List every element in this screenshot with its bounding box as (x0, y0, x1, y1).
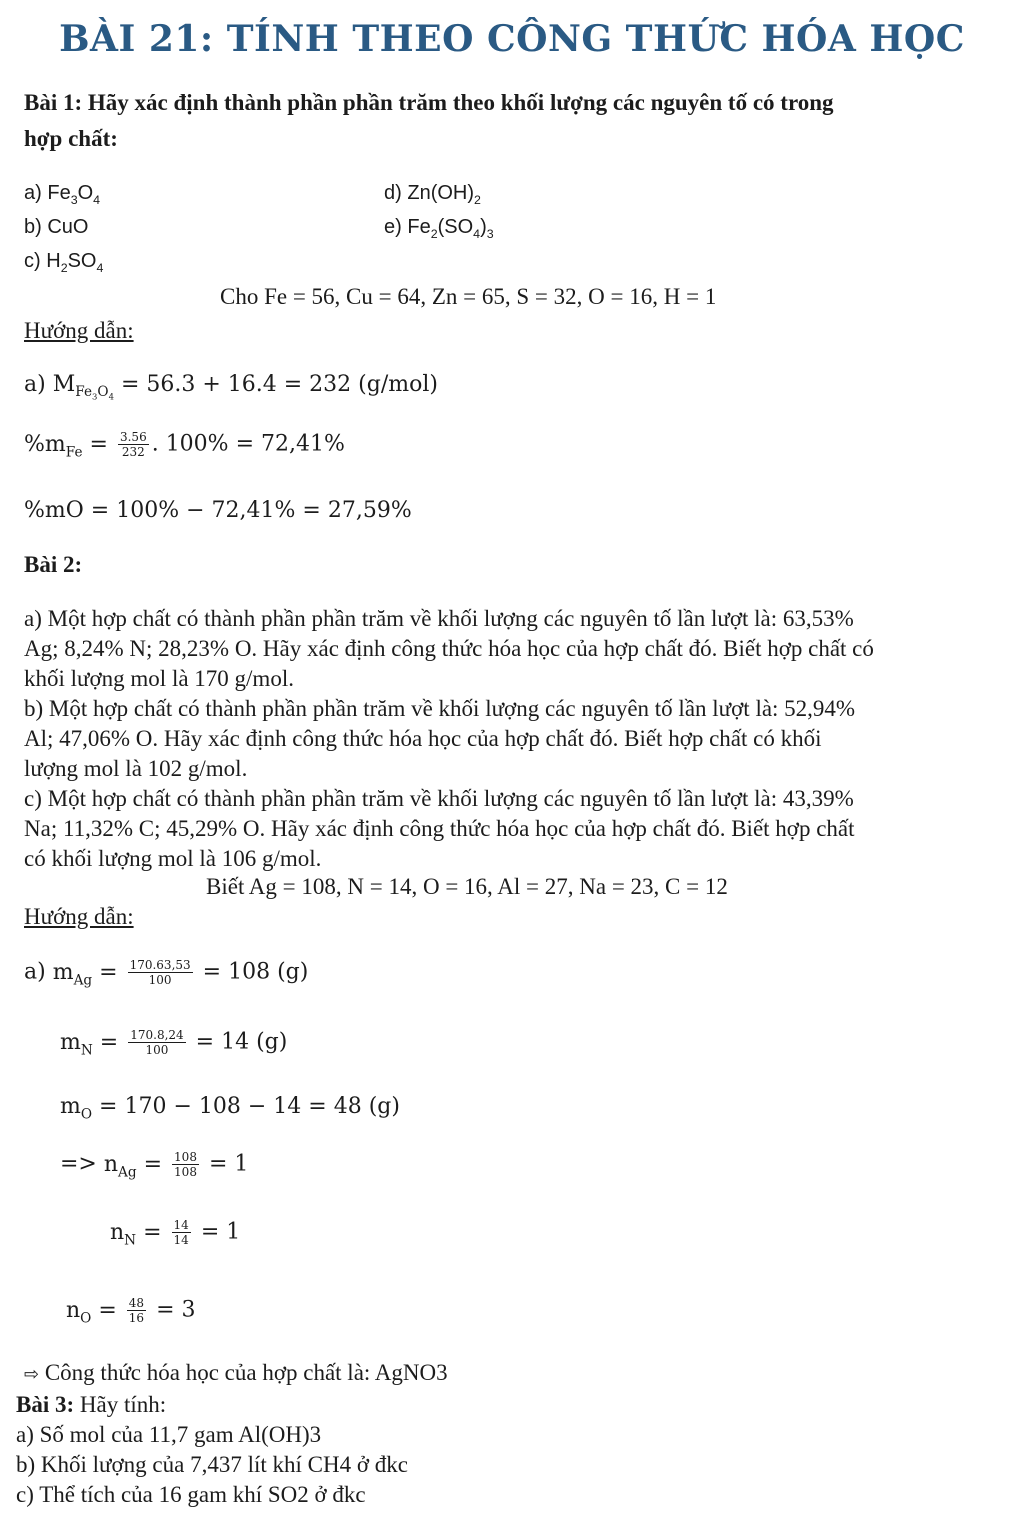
formula-fe2so43: $Fe_2(SO_4)_3$ (407, 216, 494, 241)
fraction-n-ag: $\frac{108}{108}$ (174, 1150, 197, 1179)
bai2-b-line1: b) Một hợp chất có thành phần phần trăm về khối lượng các nguyên tố lần lượt là: 52,94% (24, 696, 856, 721)
percent-m-fe-symbol: $\%m_{Fe}$ = (24, 431, 108, 460)
n-ag-symbol: $n_{Ag}$ = (103, 1151, 163, 1180)
bai2-solution-n-ag: => $n_{Ag}$ = $\frac{108}{108}$ = 1 (60, 1150, 249, 1180)
bai2-label: Bài 2: (24, 552, 83, 577)
fraction-m-ag: $\frac{170.63,53}{100}$ (129, 958, 191, 987)
m-ag-symbol: $m_{Ag}$ = (52, 959, 118, 988)
bai2-solution-m-ag: a) $m_{Ag}$ = $\frac{170.63,53}{100}$ = 108 (g) (24, 958, 309, 988)
bai2-solution-m-o: $m_O = 170 - 108 - 14 = 48$ (g) (60, 1094, 400, 1123)
formula-fe3o4: $Fe_3O_4$ (47, 182, 101, 207)
bai3-label: Bài 3: (16, 1392, 75, 1417)
m-fe3o4-symbol: $M_{Fe_3O_4}$ (52, 372, 114, 403)
bai1-question-text: Hãy xác định thành phần phần trăm theo khối lượng các nguyên tố có trong (87, 90, 834, 115)
bai2-b-line2: Al; 47,06% O. Hãy xác định công thức hóa học của hợp chất đó. Biết hợp chất có khối (24, 726, 822, 751)
bai3-item-c: c) Thể tích của 16 gam khí SO2 ở đkc (16, 1482, 366, 1507)
bai2-c-line2: Na; 11,32% C; 45,29% O. Hãy xác định công thức hóa học của hợp chất đó. Biết hợp chất (24, 816, 855, 841)
bai1-solution-percent-o: %mO = 100% − 72,41% = 27,59% (24, 498, 412, 523)
m-o-symbol: $m_O$ (60, 1094, 93, 1123)
bai1-label: Bài 1: (24, 90, 83, 115)
bai1-given-values: Cho Fe = 56, Cu = 64, Zn = 65, S = 32, O = 16, H = 1 (220, 284, 717, 309)
bai1-item-c: c) $H_2SO_4$ (24, 250, 104, 275)
bai2-c-line3: có khối lượng mol là 106 g/mol. (24, 846, 322, 871)
bai1-question-line2: hợp chất: (24, 126, 118, 151)
m-n-symbol: $m_N$ = (60, 1029, 119, 1058)
double-arrow-icon: ⇨ (24, 1364, 40, 1385)
bai2-c-line1: c) Một hợp chất có thành phần phần trăm về khối lượng các nguyên tố lần lượt là: 43,39% (24, 786, 854, 811)
bai1-guide-heading: Hướng dẫn: (24, 318, 134, 343)
formula-h2so4: $H_2SO_4$ (46, 250, 104, 275)
bai2-given-values: Biết Ag = 108, N = 14, O = 16, Al = 27, Na = 23, C = 12 (206, 874, 728, 899)
page-title: BÀI 21: TÍNH THEO CÔNG THỨC HÓA HỌC (59, 18, 965, 60)
bai3-item-b: b) Khối lượng của 7,437 lít khí CH4 ở đkc (16, 1452, 408, 1477)
fraction-fe: $\frac{3.56}{232}$ (119, 430, 147, 459)
bai1-item-e: e) $Fe_2(SO_4)_3$ (384, 216, 494, 241)
bai2-solution-n-n: $n_N$ = $\frac{14}{14}$ = 1 (110, 1218, 241, 1248)
fraction-m-n: $\frac{170.8,24}{100}$ (130, 1028, 184, 1057)
bai1-solution-percent-fe: $\%m_{Fe}$ = $\frac{3.56}{232}$ . 100% = 72,41% (24, 430, 345, 460)
bai2-guide-heading: Hướng dẫn: (24, 904, 134, 929)
bai3-item-a: a) Số mol của 11,7 gam Al(OH)3 (16, 1422, 322, 1447)
bai2-a-line1: a) Một hợp chất có thành phần phần trăm về khối lượng các nguyên tố lần lượt là: 63,53% (24, 606, 854, 631)
bai2-solution-m-n: $m_N$ = $\frac{170.8,24}{100}$ = 14 (g) (60, 1028, 288, 1058)
bai1-solution-molar-mass: a) $M_{Fe_3O_4} = 56.3 + 16.4 = 232$ (g/mol) (24, 372, 438, 403)
bai2-a-line2: Ag; 8,24% N; 28,23% O. Hãy xác định công thức hóa học của hợp chất đó. Biết hợp chất có (24, 636, 874, 661)
bai2-b-line3: lượng mol là 102 g/mol. (24, 756, 248, 781)
fraction-n-o: $\frac{48}{16}$ (128, 1296, 145, 1325)
bai2-conclusion: ⇨ Công thức hóa học của hợp chất là: AgNO3 (24, 1360, 448, 1385)
bai1-item-b: b) CuO (24, 216, 89, 238)
bai3-heading: Bài 3: Hãy tính: (16, 1392, 167, 1417)
bai1-item-a: a) $Fe_3O_4$ (24, 182, 101, 207)
n-n-symbol: $n_N$ = (110, 1219, 162, 1248)
bai2-a-line3: khối lượng mol là 170 g/mol. (24, 666, 294, 691)
n-o-symbol: $n_O$ = (66, 1297, 117, 1326)
formula-znoh2: $Zn(OH)_2$ (407, 182, 481, 207)
fraction-n-n: $\frac{14}{14}$ (173, 1218, 189, 1247)
bai2-solution-n-o: $n_O$ = $\frac{48}{16}$ = 3 (66, 1296, 196, 1326)
bai1-question-line1 (24, 90, 834, 116)
bai1-item-d: d) $Zn(OH)_2$ (384, 182, 481, 207)
